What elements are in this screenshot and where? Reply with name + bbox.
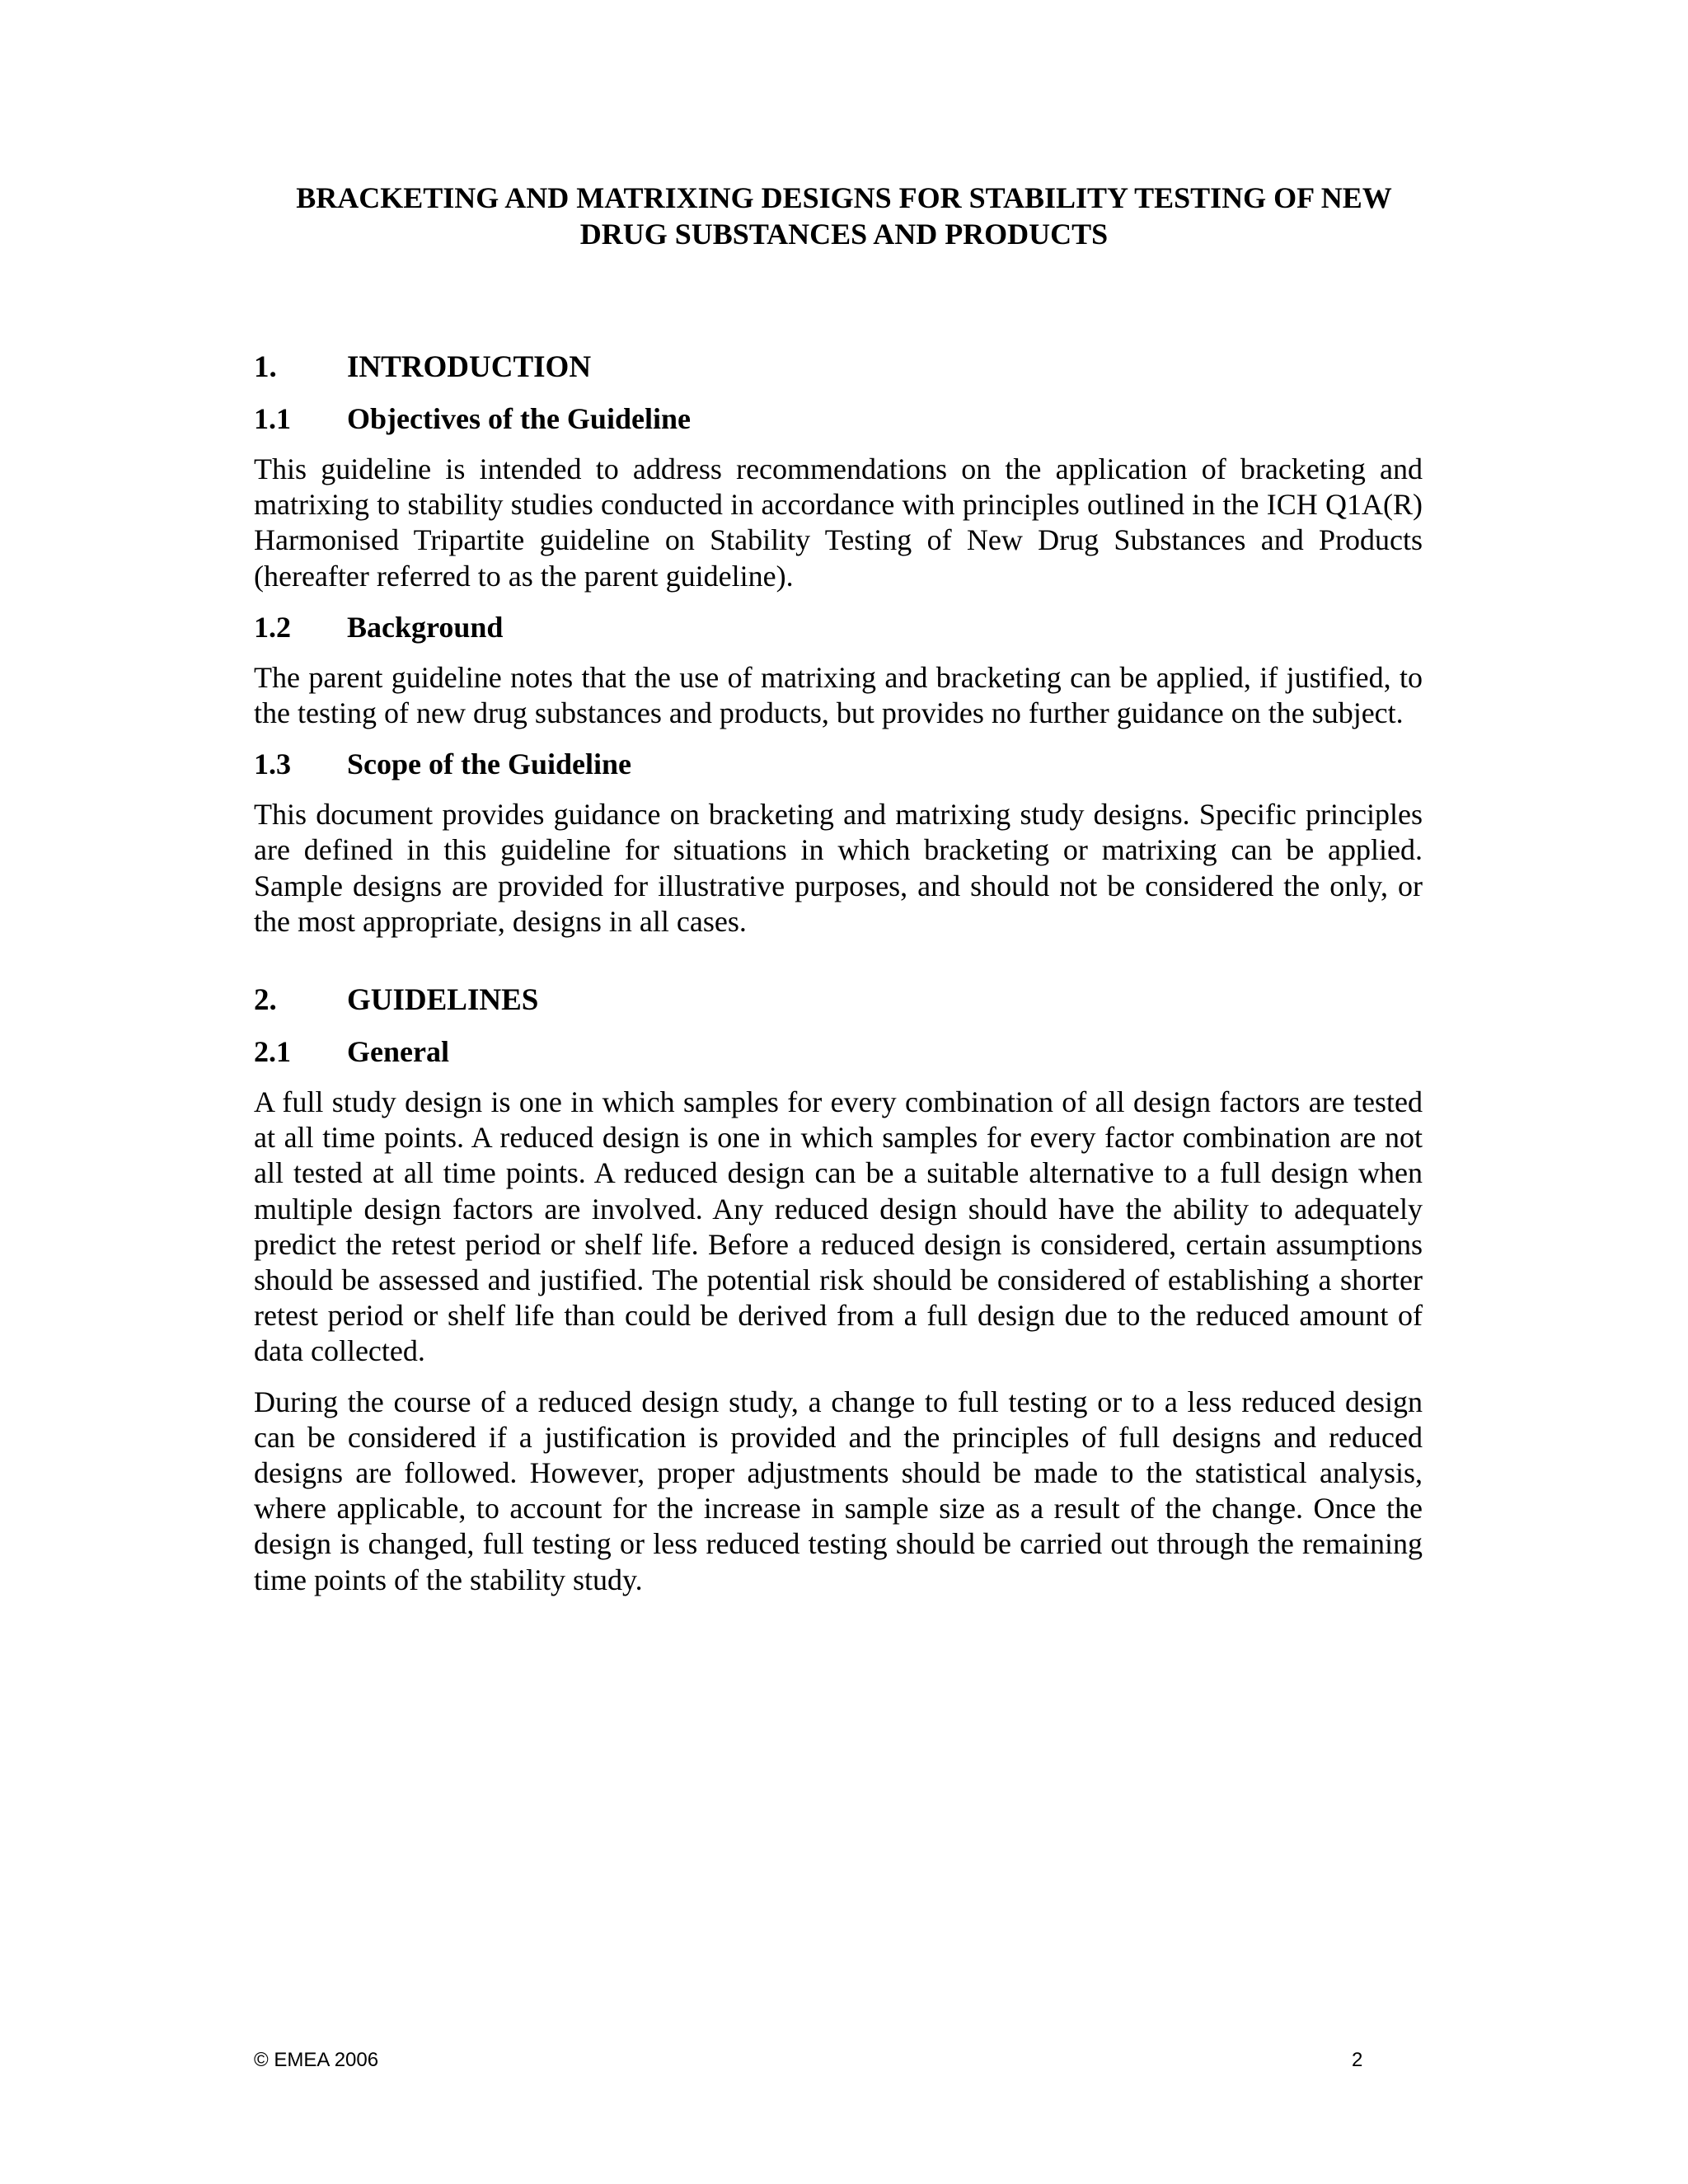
- section-number: 1.3: [254, 748, 291, 781]
- scope-paragraph: This document provides guidance on bracketing and matrixing study designs. Specific principles are defined in this guideline for situations in which bracketing or matrixing can be applied. Sample designs are provided for illustrative purposes, and should not be considered the only, or the most appropriate, designs in all cases.: [254, 798, 1423, 938]
- general-paragraph-1: A full study design is one in which samples for every combination of all design factors are tested at all time points. A reduced design is one in which samples for every factor combination are not all tested at all time points. A reduced design can be a suitable alternative to a full design when multiple design factors are involved. Any reduced design should have the ability to adequately predict the retest period or shelf life. Before a reduced design is considered, certain assumptions should be assessed and justified. The potential risk should be considered of establishing a shorter retest period or shelf life than could be derived from a full design due to the reduced amount of data collected.: [254, 1085, 1423, 1368]
- section-title: Background: [347, 610, 504, 644]
- section-number: 1.2: [254, 610, 291, 644]
- document-title-line-2: DRUG SUBSTANCES AND PRODUCTS: [579, 218, 1109, 251]
- document-title-line-1: BRACKETING AND MATRIXING DESIGNS FOR STABILITY TESTING OF NEW: [296, 181, 1392, 214]
- section-heading-general: [254, 1033, 1423, 1070]
- section-heading-scope: [254, 746, 1423, 782]
- section-title: GUIDELINES: [347, 983, 539, 1018]
- section-title: Scope of the Guideline: [347, 748, 632, 781]
- section-title: INTRODUCTION: [347, 350, 592, 384]
- document-title: [247, 180, 1441, 252]
- footer-page-number: 2: [1352, 2049, 1363, 2071]
- section-heading-introduction: [254, 349, 1423, 386]
- section-heading-objectives: [254, 401, 1423, 437]
- objectives-paragraph: This guideline is intended to address recommendations on the application of bracketing and matrixing to stability studies conducted in accordance with principles outlined in the ICH Q1A(R) Harmonised Tripartite guideline on Stability Testing of New Drug Substances and Products (hereafter referred to as the parent guideline).: [254, 452, 1423, 593]
- section-title: General: [347, 1035, 449, 1069]
- section-heading-background: [254, 609, 1423, 645]
- general-paragraph-2: During the course of a reduced design study, a change to full testing or to a less reduced design can be considered if a justification is provided and the principles of full designs and reduced designs are followed. However, proper adjustments should be made to the statistical analysis, where applicable, to account for the increase in sample size as a result of the change. Once the design is changed, full testing or less reduced testing should be carried out through the remaining time points of the stability study.: [254, 1385, 1423, 1596]
- section-heading-guidelines: [254, 982, 1423, 1019]
- footer-copyright: © EMEA 2006: [254, 2049, 379, 2071]
- section-number: 1.: [254, 350, 277, 384]
- section-title: Objectives of the Guideline: [347, 402, 691, 435]
- section-number: 1.1: [254, 402, 291, 435]
- document-body: [254, 349, 1423, 1598]
- section-number: 2.1: [254, 1035, 291, 1069]
- section-number: 2.: [254, 983, 277, 1018]
- background-paragraph: The parent guideline notes that the use of matrixing and bracketing can be applied, if justified, to the testing of new drug substances and products, but provides no further guidance on the subject.: [254, 660, 1423, 730]
